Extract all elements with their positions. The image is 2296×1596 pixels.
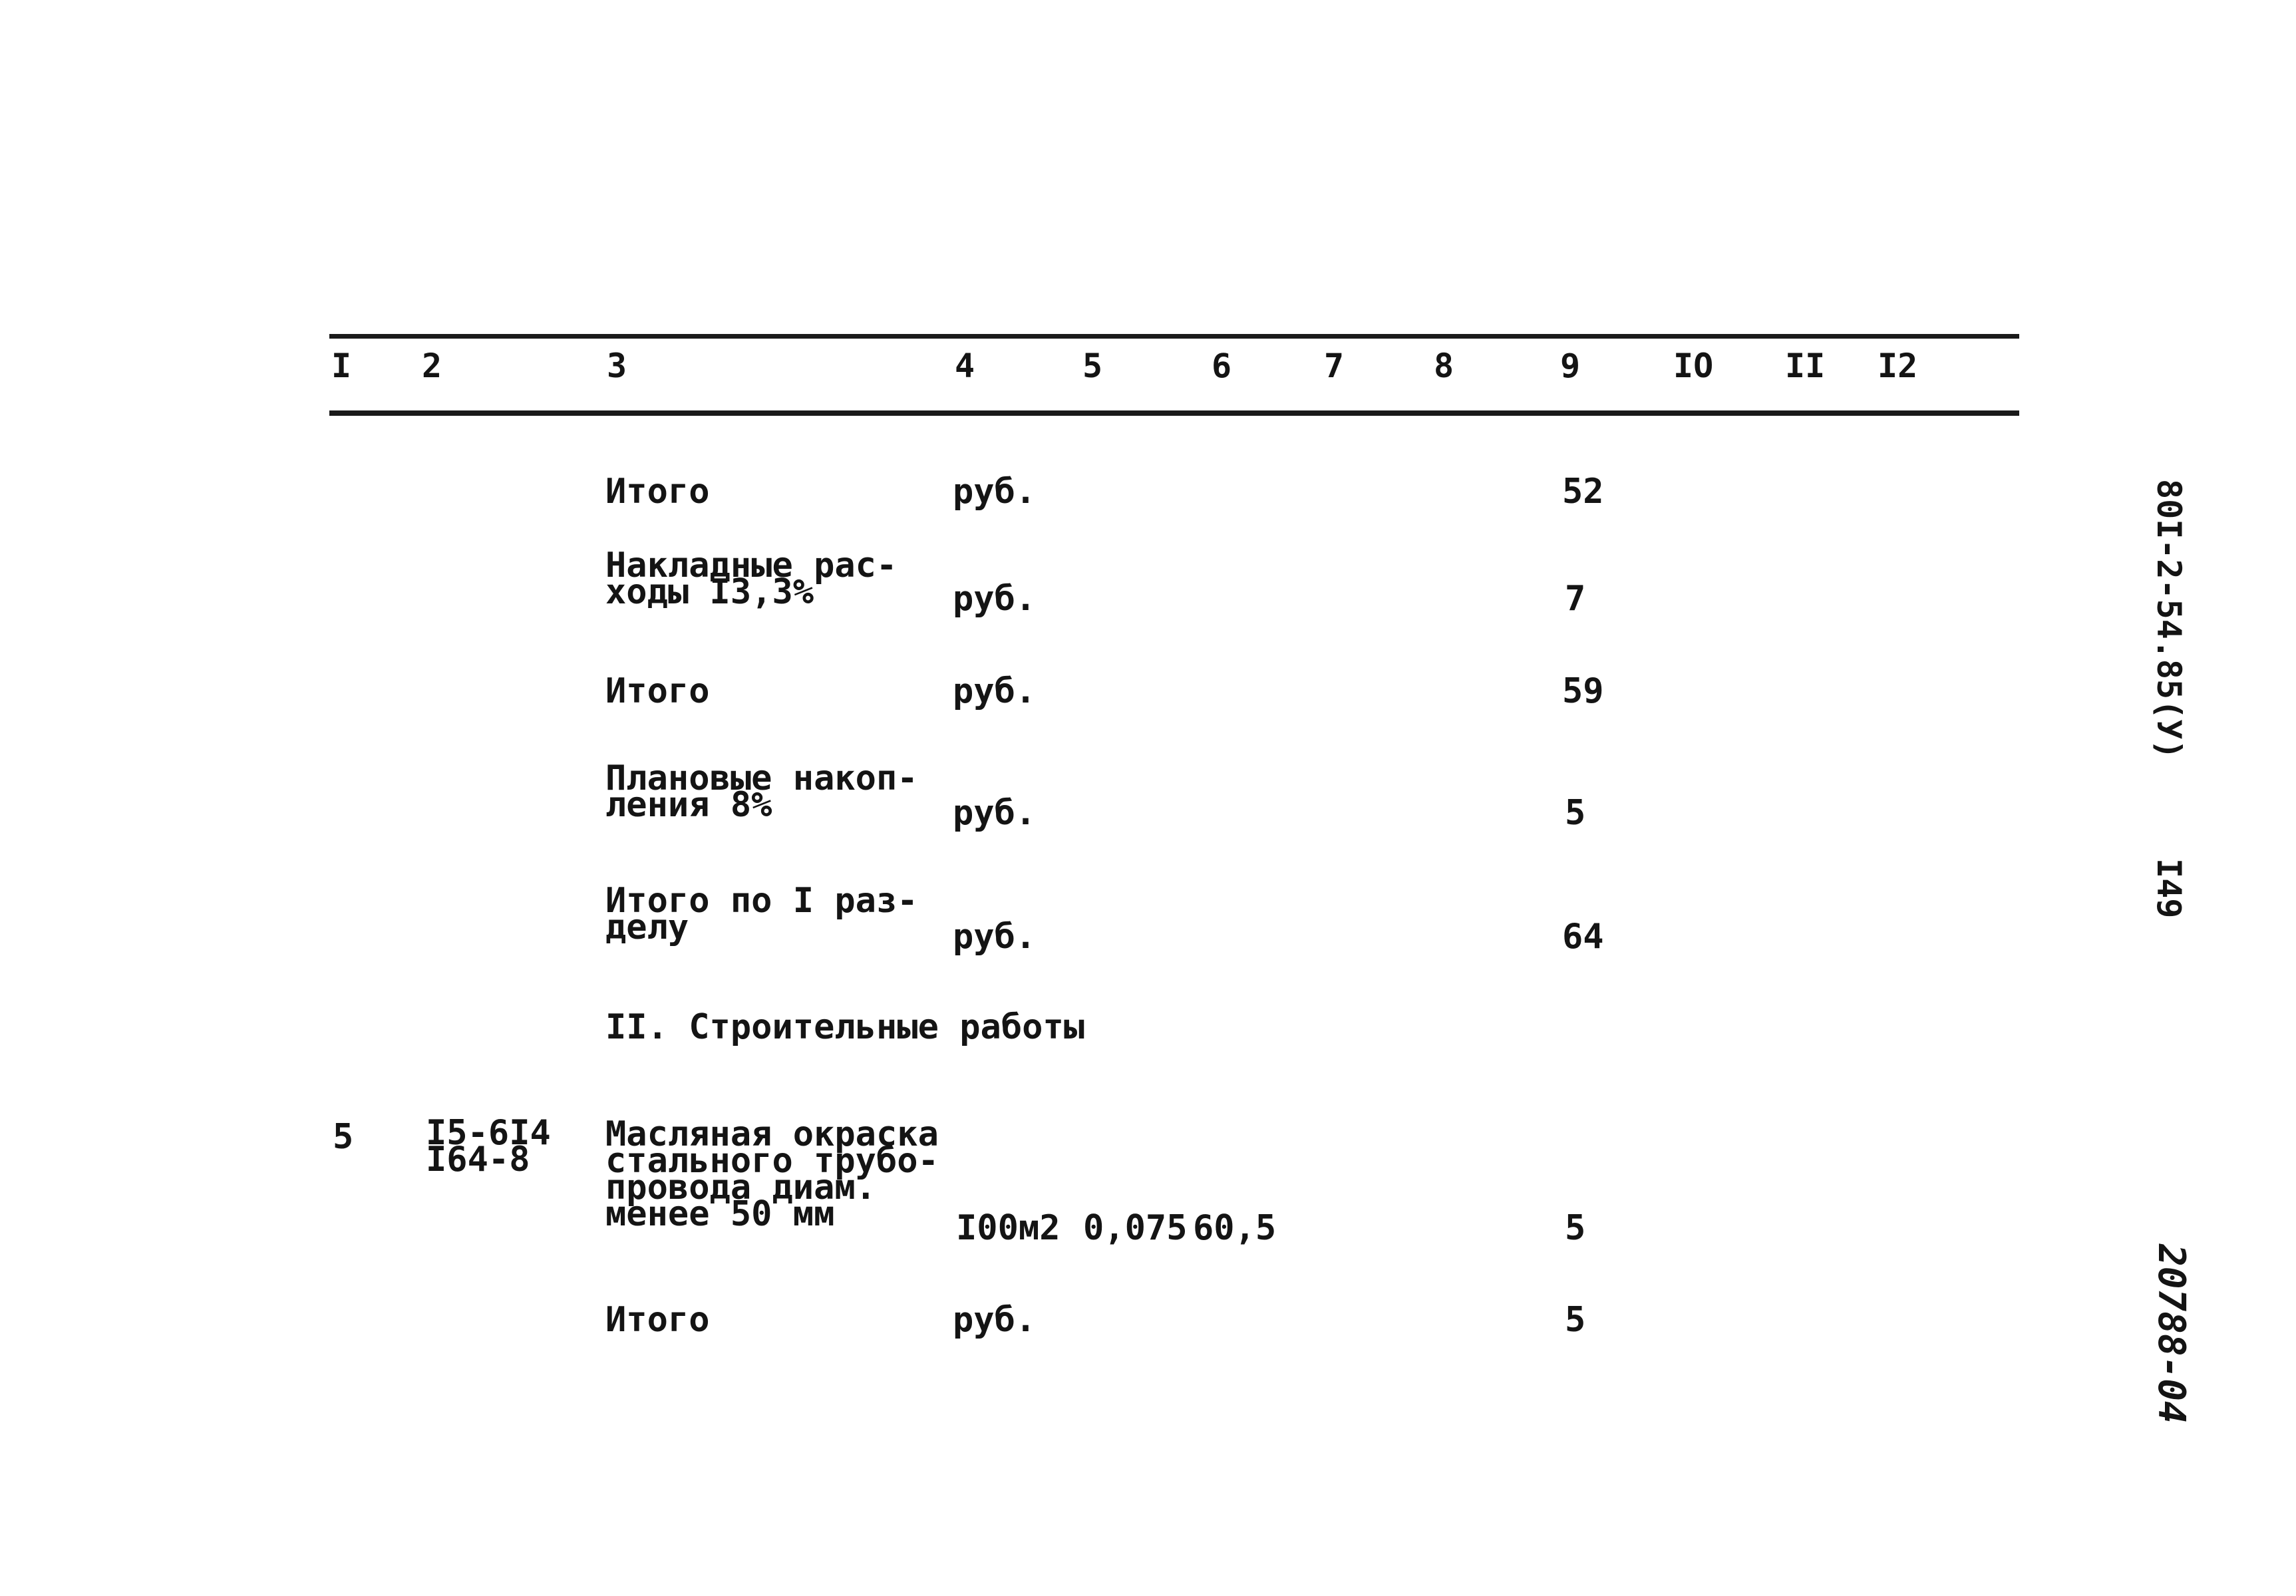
- header-col-7: 7: [1324, 347, 1345, 385]
- header-col-6: 6: [1212, 347, 1232, 385]
- row-unit: руб.: [953, 671, 1037, 711]
- side-page-number: I49: [2150, 858, 2188, 919]
- row-unit: руб.: [953, 579, 1037, 619]
- row-code: I5-6I4 I64-8: [426, 1113, 551, 1180]
- row-col9-value: 64: [1562, 917, 1604, 957]
- header-col-9: 9: [1560, 347, 1581, 385]
- row-description: Итого: [605, 472, 710, 512]
- row-unit: руб.: [953, 1300, 1037, 1340]
- row-col9-value: 7: [1565, 579, 1586, 619]
- header-col-2: 2: [422, 347, 442, 385]
- row-description: Масляная окраска стального трубо- провода диам. менее 50 мм: [605, 1114, 939, 1234]
- header-col-12: I2: [1878, 347, 1918, 385]
- row-unit: I00м2: [956, 1208, 1061, 1248]
- header-col-10: IO: [1673, 347, 1714, 385]
- row-unit: руб.: [953, 793, 1037, 833]
- row-unit: руб.: [953, 917, 1037, 957]
- row-unit-price: 60,5: [1193, 1208, 1277, 1248]
- row-quantity: 0,075: [1083, 1208, 1188, 1248]
- header-col-8: 8: [1434, 347, 1454, 385]
- row-unit: руб.: [953, 472, 1037, 512]
- row-col9-value: 5: [1565, 1300, 1586, 1340]
- header-col-4: 4: [955, 347, 975, 385]
- header-col-11: II: [1785, 347, 1826, 385]
- row-col9-value: 5: [1565, 793, 1586, 833]
- side-doc-code: 80I-2-54.85(У): [2150, 479, 2188, 760]
- row-description: Плановые накоп- ления 8%: [605, 758, 918, 825]
- header-col-3: 3: [607, 347, 627, 385]
- header-col-5: 5: [1082, 347, 1103, 385]
- row-description: Накладные рас- ходы I3,3%: [605, 546, 898, 612]
- side-archive-number: 20788-04: [2150, 1244, 2193, 1424]
- table-top-rule: [329, 334, 2019, 339]
- row-description: Итого по I раз- делу: [605, 881, 918, 947]
- table-header-rule: [329, 410, 2019, 416]
- row-col9-value: 59: [1562, 671, 1604, 711]
- row-description: Итого: [605, 1300, 710, 1340]
- row-col9-value: 52: [1562, 472, 1604, 512]
- row-description: Итого: [605, 671, 710, 711]
- header-col-1: I: [331, 347, 352, 385]
- row-col9-value: 5: [1565, 1208, 1586, 1248]
- section-title: II. Строительные работы: [605, 1007, 1085, 1047]
- row-number: 5: [333, 1117, 354, 1157]
